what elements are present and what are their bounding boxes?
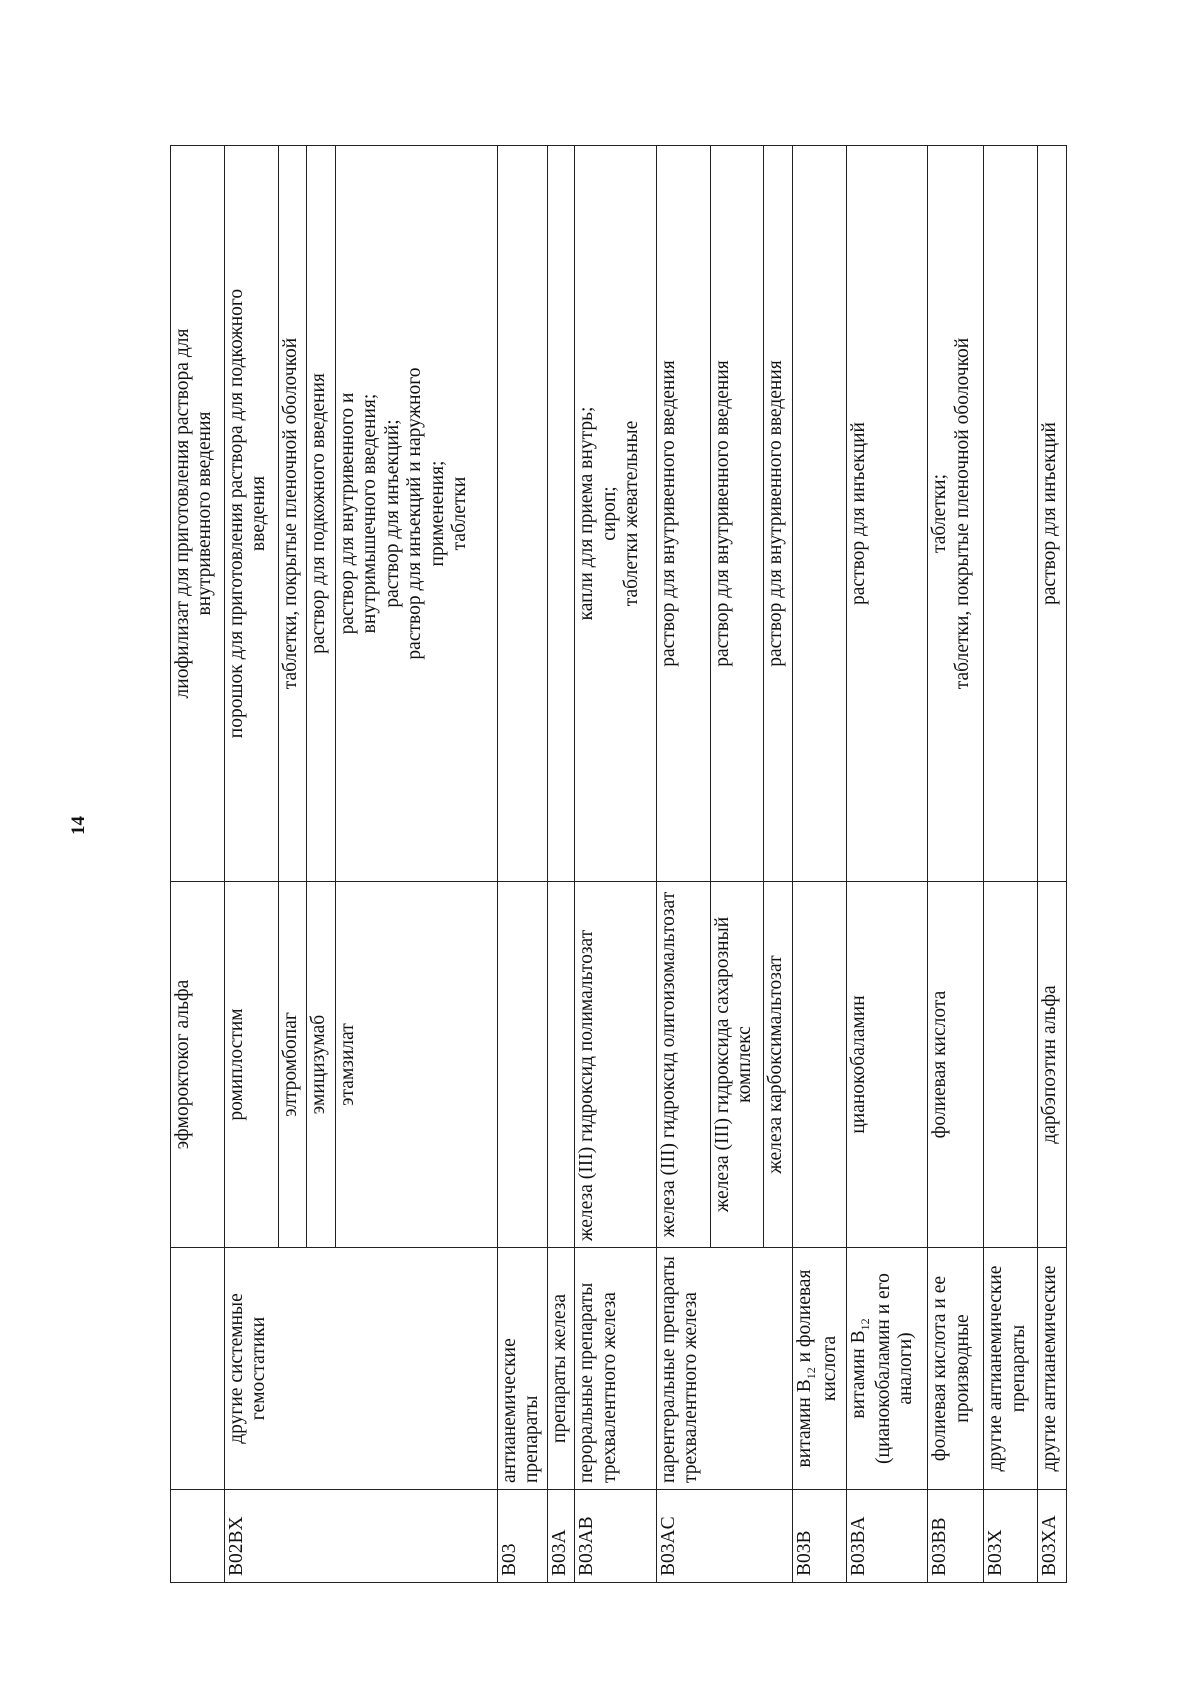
table-row xyxy=(171,146,225,1583)
drug-table-wrapper xyxy=(170,146,1067,1583)
inn-cell: эфмороктоког альфа xyxy=(171,882,225,1248)
code-cell: B03BB xyxy=(928,1490,984,1583)
code-cell: B02BX xyxy=(224,1490,497,1583)
form-line: таблетки; xyxy=(929,473,951,554)
form-line: порошок для приготовления раствора для подкожного xyxy=(225,288,247,739)
group-cell: парентеральные препараты трехвалентного железа xyxy=(656,1248,792,1490)
form-line: внутривенного введения xyxy=(194,411,216,616)
table-row xyxy=(224,146,278,1583)
code-cell: B03X xyxy=(984,1490,1038,1583)
form-line: сироп; xyxy=(598,486,620,541)
form-cell xyxy=(575,146,656,882)
form-cell xyxy=(984,146,1038,882)
table-row xyxy=(575,146,656,1583)
form-line: раствор для инъекций и наружного xyxy=(404,367,426,660)
group-subscript: 12 xyxy=(857,1318,872,1331)
group-prefix: витамин B xyxy=(847,1330,869,1419)
form-cell: раствор для внутривенного введения xyxy=(710,146,764,882)
inn-cell xyxy=(497,882,548,1248)
table-row xyxy=(548,146,575,1583)
inn-cell: ромиплостим xyxy=(224,882,278,1248)
inn-cell xyxy=(548,882,575,1248)
table-row xyxy=(984,146,1038,1583)
group-prefix: витамин B xyxy=(794,1379,816,1468)
group-cell: антианемические препараты xyxy=(497,1248,548,1490)
form-line: введения xyxy=(248,475,270,552)
form-cell: раствор для инъекций xyxy=(846,146,927,882)
page-number: 14 xyxy=(68,816,89,835)
inn-cell: железа (III) гидроксида сахарозный комплекс xyxy=(710,882,764,1248)
table-row xyxy=(846,146,927,1583)
drug-table xyxy=(170,145,1067,1583)
inn-cell: эмицизумаб xyxy=(307,882,336,1248)
form-cell xyxy=(548,146,575,882)
table-row xyxy=(497,146,548,1583)
form-cell xyxy=(928,146,984,882)
group-cell: другие антианемические xyxy=(1038,1248,1067,1490)
form-line: таблетки xyxy=(449,476,471,551)
inn-cell: железа карбоксимальтозат xyxy=(764,882,793,1248)
form-cell: таблетки, покрытые пленочной оболочкой xyxy=(278,146,307,882)
form-line: применения; xyxy=(426,460,448,567)
group-cell: другие системные гемостатики xyxy=(224,1248,497,1490)
group-cell xyxy=(171,1248,225,1490)
group-cell xyxy=(793,1248,847,1490)
code-cell: B03BA xyxy=(846,1490,927,1583)
form-line: лиофилизат для приготовления раствора для xyxy=(172,328,193,699)
form-line: таблетки, покрытые пленочной оболочкой xyxy=(951,337,973,690)
group-cell: препараты железа xyxy=(548,1248,575,1490)
form-cell: раствор для внутривенного введения xyxy=(764,146,793,882)
code-cell: B03AC xyxy=(656,1490,792,1583)
form-cell xyxy=(224,146,278,882)
code-cell: B03B xyxy=(793,1490,847,1583)
inn-cell xyxy=(793,882,847,1248)
group-subscript: 12 xyxy=(803,1367,818,1380)
form-cell: раствор для инъекций xyxy=(1038,146,1067,882)
group-suffix: (цианокобаламин и его аналоги) xyxy=(872,1273,917,1464)
inn-cell: дарбэпоэтин альфа xyxy=(1038,882,1067,1248)
form-line: таблетки жевательные xyxy=(621,420,643,607)
form-cell xyxy=(335,146,497,882)
table-row xyxy=(928,146,984,1583)
inn-cell: цианокобаламин xyxy=(846,882,927,1248)
group-cell: пероральные препараты трехвалентного железа xyxy=(575,1248,656,1490)
form-cell xyxy=(793,146,847,882)
form-line: капли для приема внутрь; xyxy=(576,406,598,621)
inn-cell: элтромбопаг xyxy=(278,882,307,1248)
form-line: раствор для инъекций; xyxy=(381,419,403,608)
form-cell xyxy=(171,146,225,882)
form-cell xyxy=(497,146,548,882)
table-row xyxy=(793,146,847,1583)
code-cell: B03 xyxy=(497,1490,548,1583)
group-suffix: и фолиевая кислота xyxy=(794,1269,840,1402)
code-cell: B03AB xyxy=(575,1490,656,1583)
group-cell: другие антианемические препараты xyxy=(984,1248,1038,1490)
form-cell: раствор для внутривенного введения xyxy=(656,146,710,882)
group-cell xyxy=(846,1248,927,1490)
form-line: внутримышечного введения; xyxy=(359,393,381,634)
inn-cell: этамзилат xyxy=(335,882,497,1248)
inn-cell: фолиевая кислота xyxy=(928,882,984,1248)
form-cell: раствор для подкожного введения xyxy=(307,146,336,882)
inn-cell: железа (III) гидроксид олигоизомальтозат xyxy=(656,882,710,1248)
inn-cell: железа (III) гидроксид полимальтозат xyxy=(575,882,656,1248)
form-line: раствор для внутривенного и xyxy=(336,392,358,635)
code-cell: B03XA xyxy=(1038,1490,1067,1583)
table-row xyxy=(1038,146,1067,1583)
code-cell xyxy=(171,1490,225,1583)
table-row xyxy=(656,146,710,1583)
code-cell: B03A xyxy=(548,1490,575,1583)
group-cell: фолиевая кислота и ее производные xyxy=(928,1248,984,1490)
inn-cell xyxy=(984,882,1038,1248)
